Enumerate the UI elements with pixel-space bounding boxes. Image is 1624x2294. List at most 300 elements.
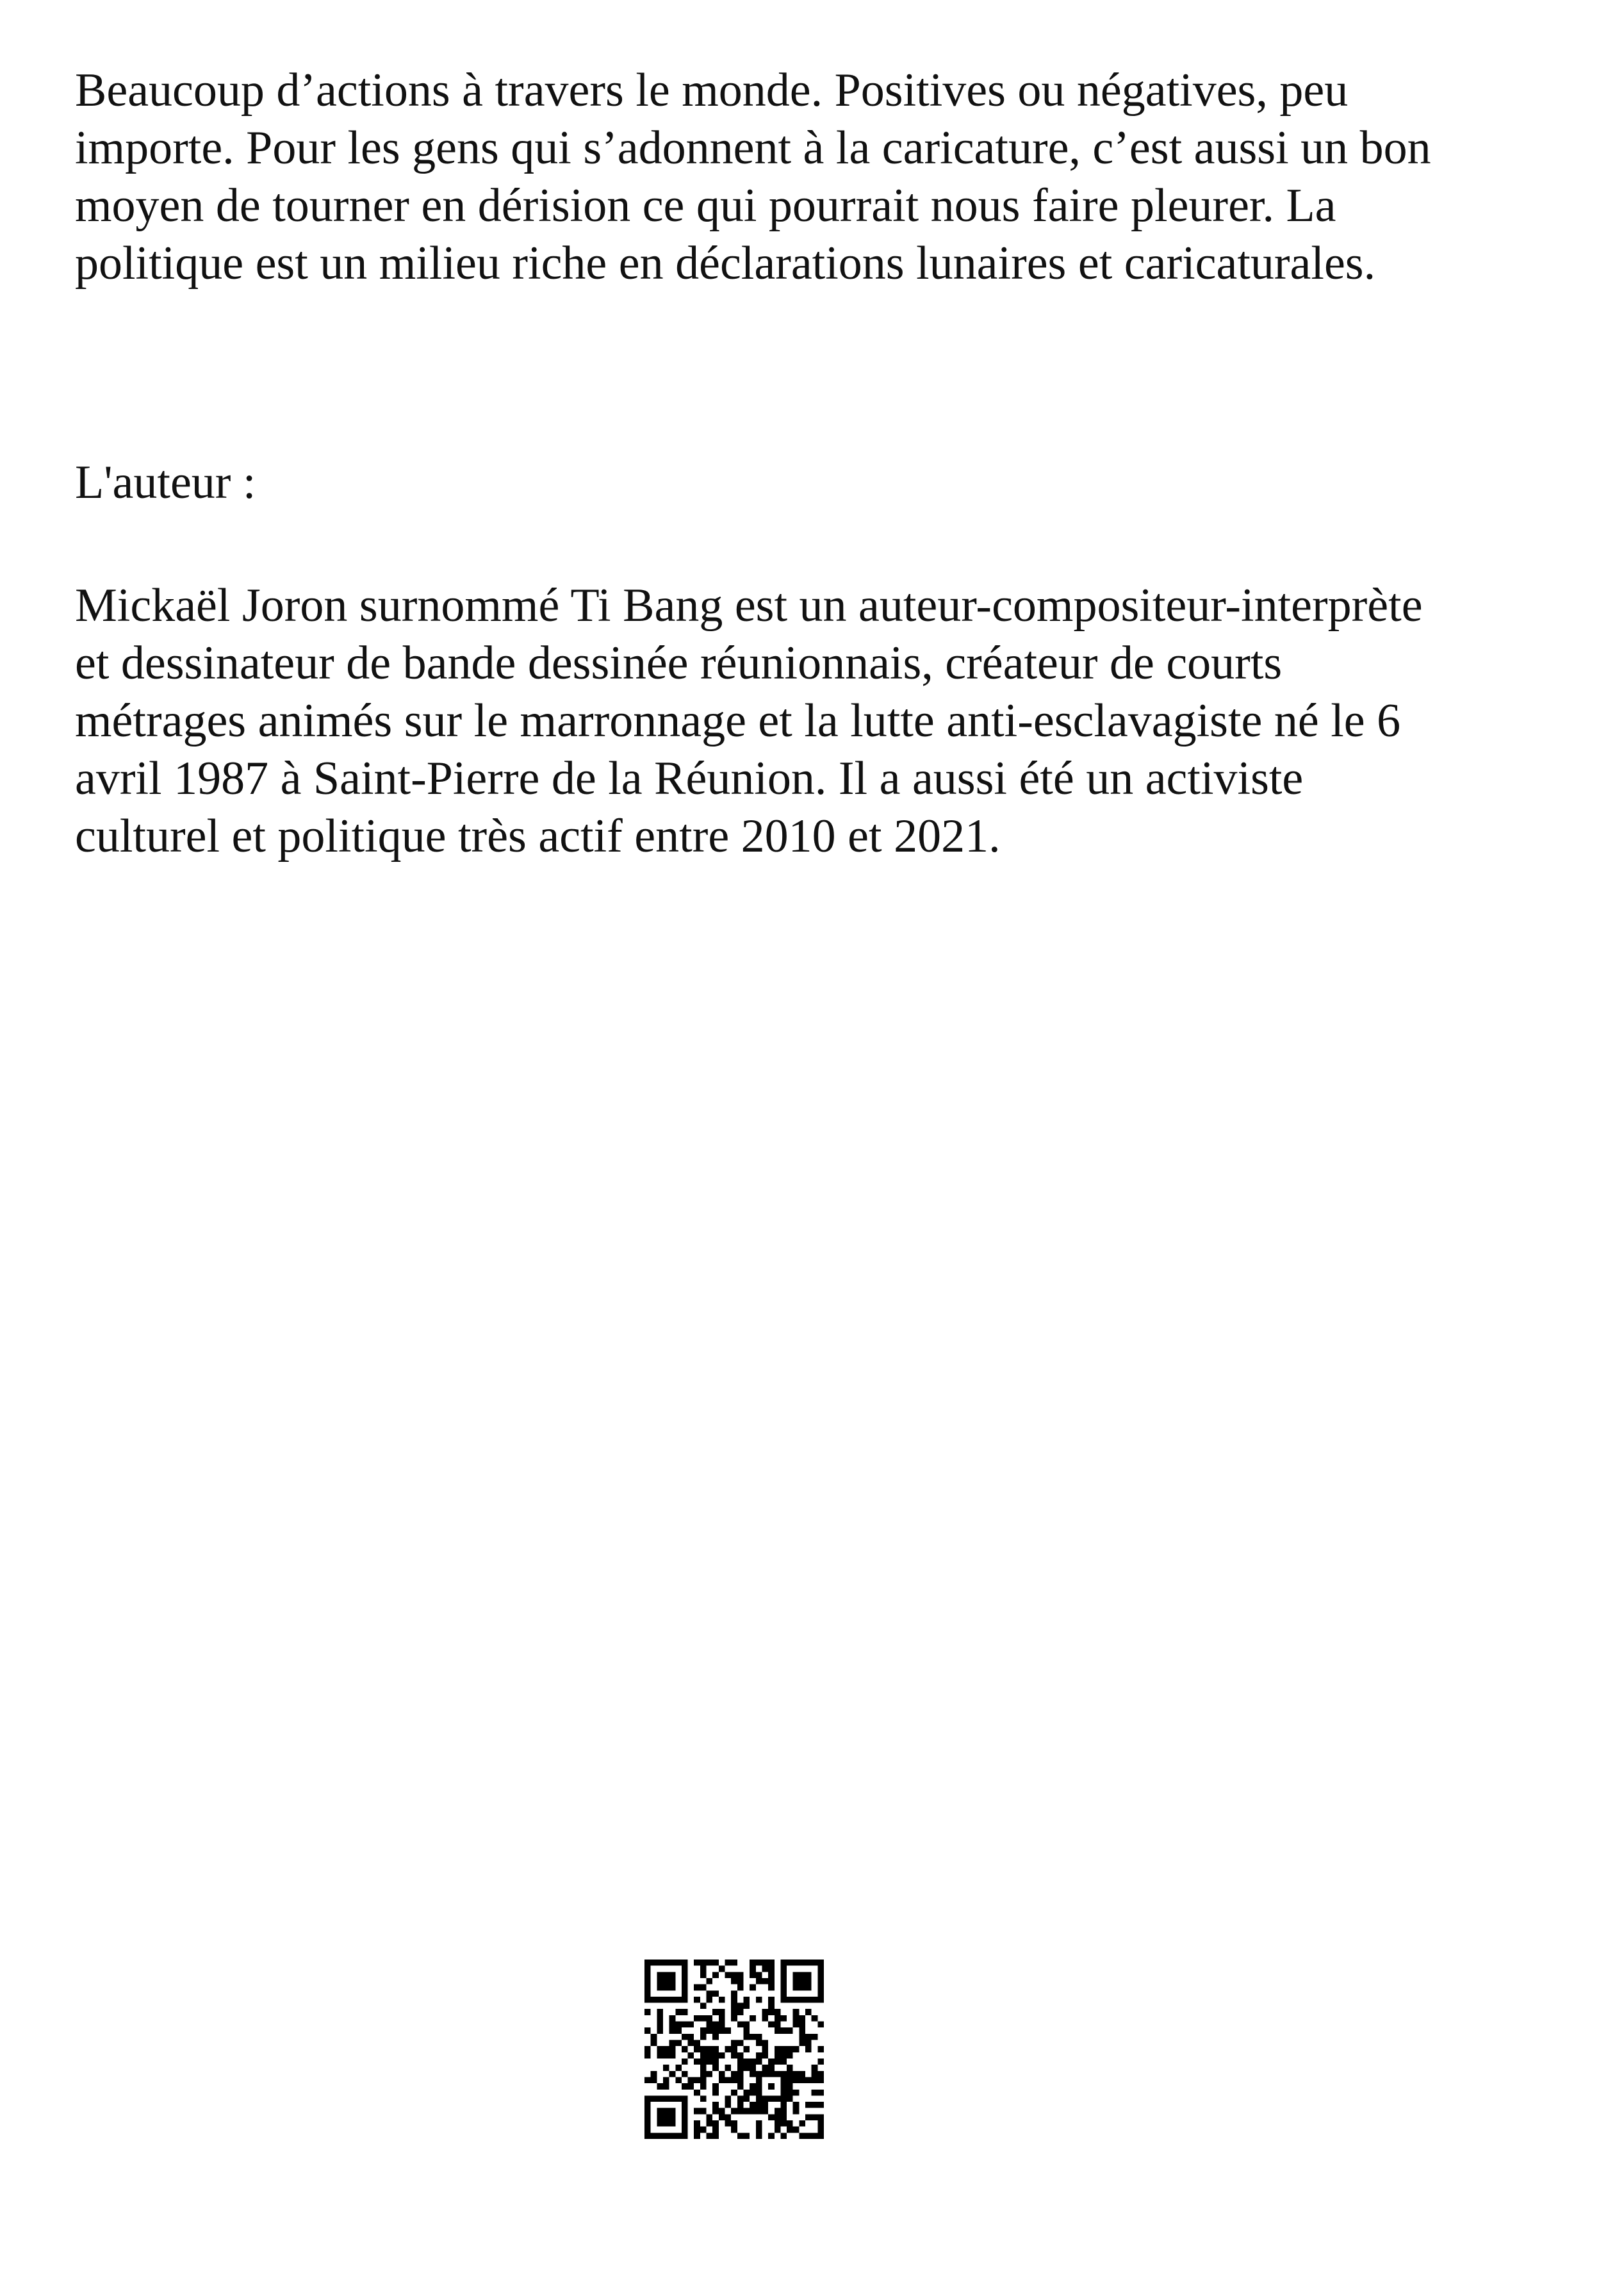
qr-module: [793, 1985, 800, 1991]
qr-module: [743, 2027, 750, 2034]
qr-module: [817, 1966, 824, 1972]
qr-module: [812, 2102, 818, 2108]
qr-module: [743, 2108, 750, 2115]
qr-module: [799, 2077, 805, 2083]
qr-module: [780, 1960, 787, 1966]
qr-module: [707, 1978, 713, 1985]
qr-module: [682, 2108, 688, 2115]
qr-module: [700, 1966, 707, 1972]
qr-module: [780, 2108, 787, 2115]
qr-module: [712, 2022, 719, 2028]
qr-module: [737, 1985, 744, 1991]
author-bio-paragraph: [75, 577, 1574, 865]
qr-module: [669, 2071, 676, 2077]
qr-module: [750, 2015, 756, 2022]
qr-module: [805, 2102, 812, 2108]
qr-module: [663, 2046, 669, 2052]
qr-module: [712, 2046, 719, 2052]
qr-module: [663, 2114, 669, 2120]
qr-module: [644, 2102, 651, 2108]
qr-module: [805, 2133, 812, 2139]
qr-module: [743, 2022, 750, 2028]
qr-module: [805, 2040, 812, 2047]
qr-module: [700, 1972, 707, 1978]
qr-module: [707, 2133, 713, 2139]
bio-line: culturel et politique très actif entre 2010 et 2021.: [75, 810, 1001, 862]
qr-module: [731, 2046, 737, 2052]
qr-module: [799, 2034, 805, 2040]
qr-module: [817, 2046, 824, 2052]
qr-module: [712, 2102, 719, 2108]
qr-module: [750, 2108, 756, 2115]
qr-module: [787, 2090, 793, 2096]
qr-module: [780, 2114, 787, 2120]
qr-module: [644, 1966, 651, 1972]
qr-module: [712, 2065, 719, 2071]
qr-module: [768, 2133, 775, 2139]
qr-module: [712, 2120, 719, 2127]
qr-module: [775, 2015, 781, 2022]
qr-module: [743, 2095, 750, 2102]
qr-module: [731, 1978, 737, 1985]
qr-module: [719, 1997, 725, 2003]
qr-module: [737, 2133, 744, 2139]
qr-module: [805, 2034, 812, 2040]
qr-module: [712, 1960, 719, 1966]
qr-module: [682, 2114, 688, 2120]
qr-module: [817, 2133, 824, 2139]
qr-module: [780, 2052, 787, 2059]
qr-module: [707, 2058, 713, 2065]
intro-paragraph: [75, 62, 1574, 292]
qr-module: [805, 2046, 812, 2052]
qr-module: [762, 2071, 768, 2077]
qr-module: [651, 2077, 657, 2083]
qr-module: [743, 2065, 750, 2071]
qr-module: [657, 2095, 663, 2102]
qr-module: [731, 2071, 737, 2077]
qr-module: [669, 2108, 676, 2115]
qr-module: [731, 2015, 737, 2022]
qr-module: [707, 2114, 713, 2120]
qr-module: [688, 2052, 694, 2059]
qr-module: [743, 1997, 750, 2003]
qr-module: [651, 1997, 657, 2003]
qr-module: [675, 2027, 682, 2034]
qr-module: [719, 2022, 725, 2028]
qr-module: [719, 2071, 725, 2077]
qr-module: [799, 1997, 805, 2003]
qr-module: [694, 1960, 700, 1966]
qr-module: [787, 2065, 793, 2071]
qr-module: [768, 1997, 775, 2003]
qr-module: [682, 2022, 688, 2028]
qr-module: [688, 2040, 694, 2047]
qr-module: [682, 1966, 688, 1972]
qr-module: [657, 2108, 663, 2115]
qr-module: [737, 2065, 744, 2071]
qr-module: [793, 2077, 800, 2083]
qr-module: [707, 2046, 713, 2052]
intro-line: Beaucoup d’actions à travers le monde. Positives ou négatives, peu: [75, 64, 1349, 117]
qr-module: [756, 2052, 762, 2059]
qr-module: [799, 1960, 805, 1966]
qr-module: [756, 1997, 762, 2003]
qr-module: [731, 2003, 737, 2009]
qr-module: [750, 2090, 756, 2096]
qr-module: [775, 2127, 781, 2133]
qr-module: [756, 2095, 762, 2102]
qr-module: [768, 2009, 775, 2015]
qr-module: [780, 2083, 787, 2090]
qr-module: [768, 1960, 775, 1966]
qr-module: [817, 1960, 824, 1966]
qr-module: [768, 1985, 775, 1991]
qr-module: [812, 2133, 818, 2139]
qr-module: [768, 1978, 775, 1985]
qr-module: [756, 1978, 762, 1985]
qr-module: [750, 2065, 756, 2071]
qr-module: [682, 2034, 688, 2040]
qr-module: [799, 1972, 805, 1978]
qr-module: [780, 1966, 787, 1972]
qr-module: [793, 2071, 800, 2077]
qr-module: [700, 2003, 707, 2009]
qr-module: [756, 2058, 762, 2065]
qr-module: [675, 2040, 682, 2047]
qr-module: [712, 2108, 719, 2115]
qr-module: [657, 2120, 663, 2127]
qr-module: [762, 2102, 768, 2108]
qr-module: [780, 2027, 787, 2034]
qr-module: [780, 2046, 787, 2052]
qr-module: [669, 2052, 676, 2059]
qr-module: [725, 2114, 732, 2120]
qr-module: [700, 2108, 707, 2115]
qr-module: [737, 2022, 744, 2028]
qr-module: [644, 2127, 651, 2133]
qr-module: [817, 2102, 824, 2108]
qr-module: [743, 2133, 750, 2139]
qr-module: [663, 2133, 669, 2139]
qr-module: [682, 2058, 688, 2065]
qr-module: [707, 2071, 713, 2077]
qr-module: [780, 2102, 787, 2108]
qr-module: [762, 2065, 768, 2071]
qr-module: [669, 2114, 676, 2120]
qr-module: [688, 2022, 694, 2028]
qr-module: [750, 1985, 756, 1991]
qr-module: [688, 2034, 694, 2040]
qr-module: [817, 1985, 824, 1991]
qr-module: [657, 2022, 663, 2028]
qr-module: [780, 2090, 787, 2096]
qr-module: [644, 2120, 651, 2127]
qr-module: [651, 1960, 657, 1966]
qr-module: [812, 2034, 818, 2040]
qr-module: [663, 2083, 669, 2090]
qr-module: [780, 2133, 787, 2139]
qr-module: [817, 2071, 824, 2077]
qr-module: [644, 2046, 651, 2052]
qr-module: [657, 1960, 663, 1966]
qr-module: [644, 1960, 651, 1966]
qr-module: [657, 2015, 663, 2022]
qr-module: [743, 2058, 750, 2065]
qr-module: [707, 2022, 713, 2028]
qr-module: [694, 2090, 700, 2096]
qr-module: [768, 1966, 775, 1972]
qr-module: [712, 2083, 719, 2090]
qr-module: [651, 2095, 657, 2102]
qr-module: [682, 2095, 688, 2102]
qr-module: [700, 2071, 707, 2077]
qr-module: [743, 2003, 750, 2009]
qr-module: [675, 1960, 682, 1966]
qr-module: [644, 2133, 651, 2139]
qr-module: [700, 2046, 707, 2052]
qr-module: [712, 2052, 719, 2059]
qr-module: [762, 1960, 768, 1966]
qr-module: [669, 1997, 676, 2003]
qr-module: [817, 1997, 824, 2003]
qr-module: [682, 1960, 688, 1966]
qr-module: [787, 2083, 793, 2090]
qr-module: [644, 1990, 651, 1997]
qr-module: [787, 2120, 793, 2127]
qr-module: [669, 1960, 676, 1966]
qr-module: [768, 2003, 775, 2009]
qr-module: [817, 1978, 824, 1985]
qr-module: [768, 2114, 775, 2120]
qr-module: [750, 2058, 756, 2065]
qr-module: [805, 1972, 812, 1978]
qr-module: [725, 2102, 732, 2108]
qr-module: [737, 2083, 744, 2090]
qr-module: [731, 2108, 737, 2115]
qr-module: [694, 2120, 700, 2127]
qr-module: [669, 2120, 676, 2127]
qr-module: [731, 2090, 737, 2096]
qr-module: [750, 2034, 756, 2040]
qr-module: [762, 2046, 768, 2052]
qr-module: [707, 2052, 713, 2059]
qr-module: [719, 2114, 725, 2120]
qr-module: [787, 1997, 793, 2003]
qr-module: [787, 2077, 793, 2083]
bio-line: Mickaël Joron surnommé Ti Bang est un auteur-compositeur-interprète: [75, 579, 1423, 632]
qr-module: [712, 2133, 719, 2139]
qr-module: [663, 2095, 669, 2102]
qr-module: [750, 1960, 756, 1966]
qr-module: [775, 2058, 781, 2065]
qr-module: [799, 2133, 805, 2139]
qr-module: [707, 2027, 713, 2034]
qr-module: [694, 2058, 700, 2065]
qr-module: [737, 2009, 744, 2015]
qr-module: [750, 1972, 756, 1978]
qr-module: [682, 2133, 688, 2139]
qr-module: [719, 1966, 725, 1972]
qr-module: [787, 2095, 793, 2102]
qr-module: [805, 2114, 812, 2120]
qr-module: [669, 2040, 676, 2047]
qr-module: [756, 2108, 762, 2115]
qr-module: [657, 1985, 663, 1991]
qr-module: [731, 1960, 737, 1966]
qr-module: [644, 2052, 651, 2059]
qr-module: [688, 2077, 694, 2083]
qr-module: [775, 2108, 781, 2115]
qr-module: [719, 2108, 725, 2115]
qr-module: [682, 1990, 688, 1997]
qr-module: [682, 1985, 688, 1991]
qr-module: [768, 2022, 775, 2028]
qr-module: [737, 2052, 744, 2059]
qr-module: [694, 2108, 700, 2115]
qr-module: [700, 2058, 707, 2065]
qr-module: [700, 2034, 707, 2040]
qr-module: [780, 1978, 787, 1985]
qr-module: [719, 2077, 725, 2083]
qr-module: [675, 2009, 682, 2015]
qr-module: [644, 1972, 651, 1978]
qr-module: [805, 1978, 812, 1985]
qr-module: [731, 1990, 737, 1997]
qr-module: [644, 2009, 651, 2015]
qr-module: [768, 2058, 775, 2065]
qr-module: [780, 1985, 787, 1991]
qr-module: [663, 2108, 669, 2115]
qr-module: [657, 2046, 663, 2052]
qr-module: [663, 2052, 669, 2059]
bio-line: avril 1987 à Saint-Pierre de la Réunion. Il a aussi été un activiste: [75, 752, 1304, 805]
qr-module: [799, 2040, 805, 2047]
qr-module: [768, 2095, 775, 2102]
qr-module: [644, 2027, 651, 2034]
qr-module: [775, 2120, 781, 2127]
qr-module: [694, 2046, 700, 2052]
qr-module: [756, 2090, 762, 2096]
qr-module: [812, 2015, 818, 2022]
qr-module: [762, 2015, 768, 2022]
qr-module: [712, 2009, 719, 2015]
qr-module: [793, 1972, 800, 1978]
qr-module: [644, 2108, 651, 2115]
qr-module: [700, 2095, 707, 2102]
qr-module: [688, 2083, 694, 2090]
qr-module: [682, 2083, 688, 2090]
qr-module: [756, 2034, 762, 2040]
qr-module: [651, 2040, 657, 2047]
qr-module: [694, 1997, 700, 2003]
qr-module: [682, 2120, 688, 2127]
qr-module: [787, 2052, 793, 2059]
qr-module: [756, 2127, 762, 2133]
qr-module: [737, 2077, 744, 2083]
qr-module: [707, 2120, 713, 2127]
qr-module: [694, 2015, 700, 2022]
qr-module: [787, 2027, 793, 2034]
qr-module: [663, 1972, 669, 1978]
qr-module: [780, 1972, 787, 1978]
qr-module: [669, 1985, 676, 1991]
qr-module: [700, 2127, 707, 2133]
qr-module: [775, 2046, 781, 2052]
qr-module: [793, 2015, 800, 2022]
qr-module: [780, 1990, 787, 1997]
qr-module: [762, 2040, 768, 2047]
qr-module: [787, 2127, 793, 2133]
qr-module: [817, 2120, 824, 2127]
qr-module: [682, 2046, 688, 2052]
qr-module: [775, 2114, 781, 2120]
qr-module: [756, 2083, 762, 2090]
qr-module: [768, 2065, 775, 2071]
qr-module: [669, 2022, 676, 2028]
qr-module: [731, 2120, 737, 2127]
qr-module: [812, 2065, 818, 2071]
qr-module: [780, 2071, 787, 2077]
qr-module: [657, 2009, 663, 2015]
qr-module: [793, 1978, 800, 1985]
qr-module: [712, 2027, 719, 2034]
qr-module: [663, 1985, 669, 1991]
qr-module: [694, 2040, 700, 2047]
qr-module: [762, 2108, 768, 2115]
qr-module: [756, 1960, 762, 1966]
qr-module: [707, 1960, 713, 1966]
qr-module: [762, 2095, 768, 2102]
qr-module: [651, 2071, 657, 2077]
qr-module: [731, 2127, 737, 2133]
qr-module: [657, 2052, 663, 2059]
qr-module: [775, 2027, 781, 2034]
qr-module: [737, 2108, 744, 2115]
qr-module: [756, 2120, 762, 2127]
qr-module: [682, 2071, 688, 2077]
intro-line: politique est un milieu riche en déclarations lunaires et caricaturales.: [75, 237, 1376, 290]
qr-module: [799, 2022, 805, 2028]
qr-module: [750, 2083, 756, 2090]
qr-module: [669, 1978, 676, 1985]
qr-module: [700, 2027, 707, 2034]
qr-module: [707, 2015, 713, 2022]
qr-module: [743, 2090, 750, 2096]
qr-module: [756, 2102, 762, 2108]
qr-module: [780, 2120, 787, 2127]
qr-module: [775, 2052, 781, 2059]
qr-module: [793, 2046, 800, 2052]
qr-module: [780, 2095, 787, 2102]
qr-module: [812, 2077, 818, 2083]
qr-module: [657, 2133, 663, 2139]
qr-module: [663, 1960, 669, 1966]
qr-module: [780, 1997, 787, 2003]
qr-module: [805, 2009, 812, 2015]
qr-module: [663, 2065, 669, 2071]
qr-module: [694, 2077, 700, 2083]
qr-module: [682, 2127, 688, 2133]
qr-module: [712, 2058, 719, 2065]
qr-module: [731, 1972, 737, 1978]
qr-module: [651, 2133, 657, 2139]
qr-module: [700, 1960, 707, 1966]
qr-module: [812, 2090, 818, 2096]
qr-module: [793, 1960, 800, 1966]
qr-module: [644, 1997, 651, 2003]
qr-module: [694, 2127, 700, 2133]
